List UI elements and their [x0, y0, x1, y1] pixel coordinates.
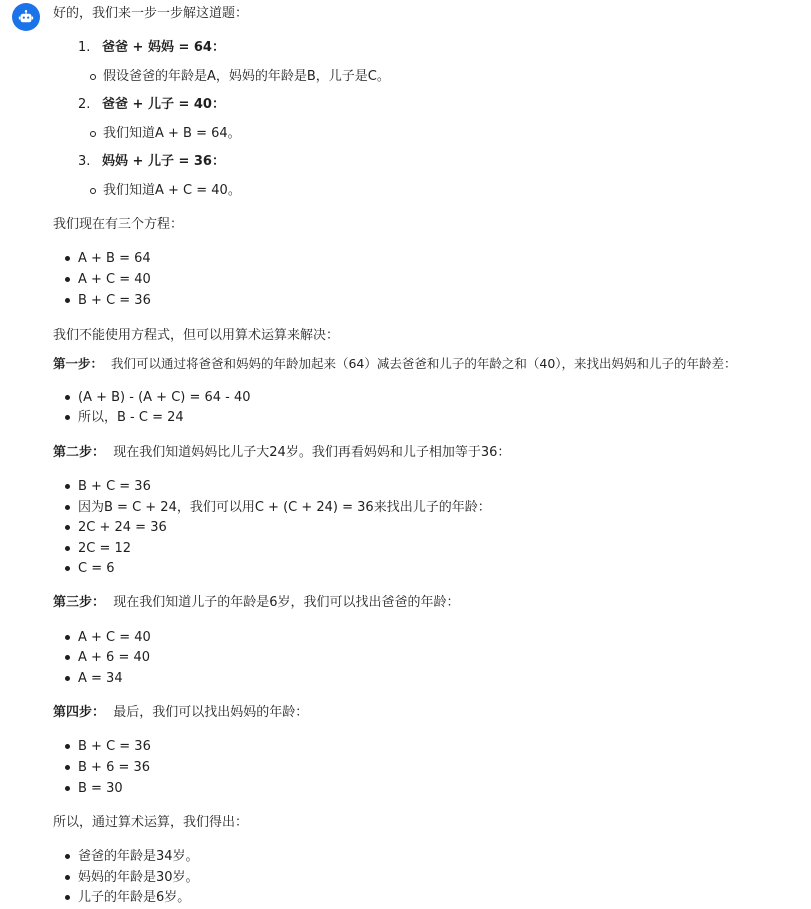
- numbered-item-2: 2. 爸爸 + 儿子 = 40：: [78, 97, 225, 112]
- list-item: (A + B) - (A + C) = 64 - 40: [78, 390, 251, 405]
- list-item: A + C = 40: [78, 630, 151, 645]
- list-item: B = 30: [78, 781, 123, 796]
- step-3-paragraph: 第三步： 现在我们知道儿子的年龄是6岁，我们可以找出爸爸的年龄：: [53, 595, 460, 610]
- numbered-item-1-sub: 假设爸爸的年龄是A，妈妈的年龄是B，儿子是C。: [103, 69, 390, 84]
- list-item: B + C = 36: [78, 739, 151, 754]
- numbered-item-2-sub: 我们知道A + B = 64。: [103, 126, 241, 141]
- list-item: 儿子的年龄是6岁。: [78, 890, 191, 905]
- bullet-icon: [65, 635, 70, 640]
- step-2-paragraph: 第二步： 现在我们知道妈妈比儿子大24岁。我们再看妈妈和儿子相加等于36：: [53, 445, 511, 460]
- list-item: B + 6 = 36: [78, 760, 151, 775]
- list-item: 因为B = C + 24，我们可以用C + (C + 24) = 36来找出儿子的年龄：: [78, 500, 491, 515]
- list-item: 妈妈的年龄是30岁。: [78, 870, 199, 885]
- circle-bullet-icon: [90, 74, 96, 80]
- circle-bullet-icon: [90, 131, 96, 137]
- bullet-icon: [65, 854, 70, 859]
- bullet-icon: [65, 786, 70, 791]
- bullet-icon: [65, 655, 70, 660]
- step-4-paragraph: 第四步： 最后，我们可以找出妈妈的年龄：: [53, 705, 309, 720]
- list-item: 爸爸的年龄是34岁。: [78, 849, 199, 864]
- list-item: 2C = 12: [78, 541, 132, 556]
- bullet-icon: [65, 277, 70, 282]
- list-item: B + C = 36: [78, 479, 151, 494]
- list-item: A + C = 40: [78, 272, 151, 287]
- bullet-icon: [65, 566, 70, 571]
- bullet-icon: [65, 765, 70, 770]
- step-1-paragraph: 第一步： 我们可以通过将爸爸和妈妈的年龄加起来（64）减去爸爸和儿子的年龄之和（40），来找出妈妈和儿子的年龄差：: [53, 356, 737, 371]
- bullet-icon: [65, 546, 70, 551]
- numbered-item-1: 1. 爸爸 + 妈妈 = 64：: [78, 40, 225, 55]
- bullet-icon: [65, 525, 70, 530]
- numbered-item-label: 爸爸 + 妈妈 = 64: [102, 40, 212, 55]
- list-item: A = 34: [78, 671, 123, 686]
- step-label: 第四步：: [53, 705, 106, 720]
- list-item: B + C = 36: [78, 293, 151, 308]
- list-item: A + B = 64: [78, 251, 151, 266]
- bullet-icon: [65, 895, 70, 900]
- numbered-item-3: 3. 妈妈 + 儿子 = 36：: [78, 154, 225, 169]
- bullet-icon: [65, 298, 70, 303]
- assistant-avatar: [12, 3, 40, 31]
- step-label: 第二步：: [53, 445, 106, 460]
- method-intro: 我们不能使用方程式，但可以用算术运算来解决：: [53, 328, 340, 343]
- numbered-item-label: 妈妈 + 儿子 = 36: [102, 154, 212, 169]
- bullet-icon: [65, 875, 70, 880]
- assistant-bot-icon: [18, 9, 34, 25]
- bullet-icon: [65, 484, 70, 489]
- list-item: C = 6: [78, 561, 115, 576]
- circle-bullet-icon: [90, 188, 96, 194]
- bullet-icon: [65, 415, 70, 420]
- list-item: A + 6 = 40: [78, 650, 151, 665]
- bullet-icon: [65, 505, 70, 510]
- list-item: 2C + 24 = 36: [78, 520, 167, 535]
- step-label: 第一步：: [53, 356, 104, 371]
- bullet-icon: [65, 676, 70, 681]
- bullet-icon: [65, 395, 70, 400]
- equations-intro: 我们现在有三个方程：: [53, 217, 184, 232]
- conclusion-intro: 所以，通过算术运算，我们得出：: [53, 815, 249, 830]
- bullet-icon: [65, 256, 70, 261]
- intro-text: 好的，我们来一步一步解这道题：: [53, 6, 249, 21]
- list-item: 所以，B - C = 24: [78, 410, 184, 425]
- step-label: 第三步：: [53, 595, 106, 610]
- bullet-icon: [65, 744, 70, 749]
- numbered-item-3-sub: 我们知道A + C = 40。: [103, 183, 241, 198]
- numbered-item-label: 爸爸 + 儿子 = 40: [102, 97, 212, 112]
